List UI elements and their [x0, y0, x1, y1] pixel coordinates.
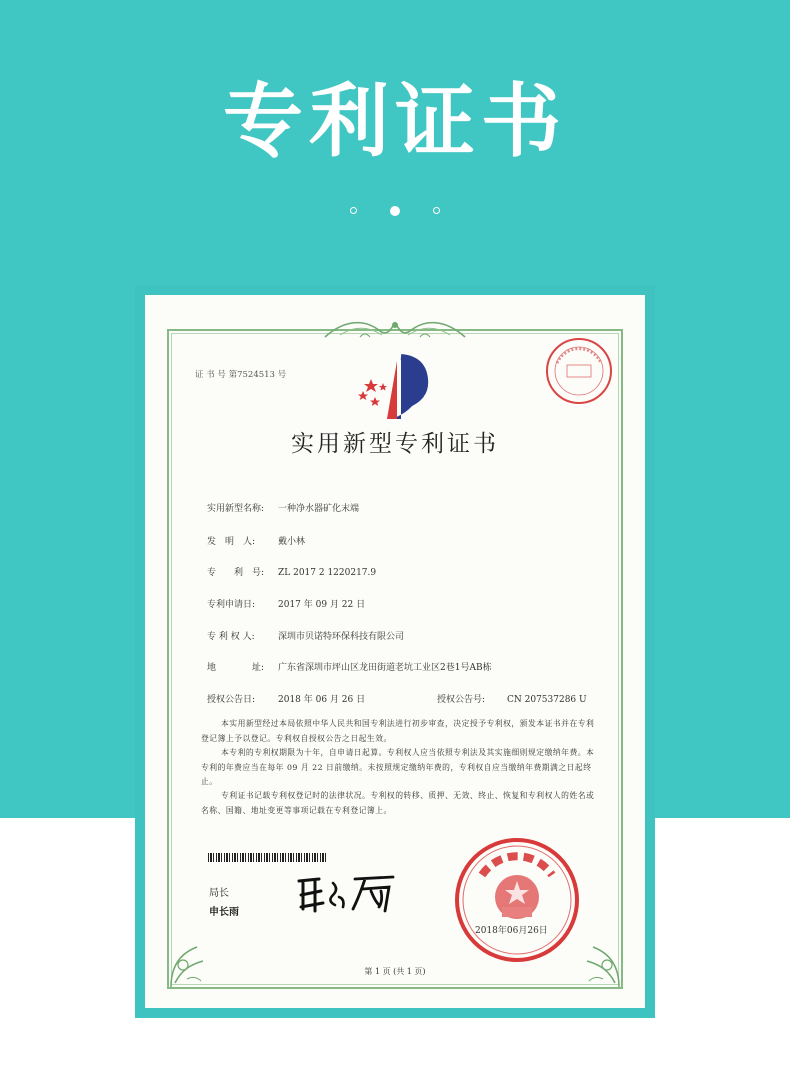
bottom-left-ornament-icon — [167, 935, 217, 990]
carousel-dot-3[interactable] — [433, 207, 440, 214]
field-label-application-date: 专利申请日: — [207, 600, 256, 610]
field-label-name: 实用新型名称: — [207, 504, 265, 514]
paragraph-term: 本专利的专利权期限为十年，自申请日起算。专利权人应当依照专利法及其实施细则规定缴纳年费。本专利的年费应当在每年 09 月 22 日前缴纳。未按照规定缴纳年费的，专利权自应当缴纳年费期满之日起终止。 — [201, 748, 595, 786]
field-label-announcement-number: 授权公告号: — [437, 695, 486, 705]
signature-title: 局长 — [209, 888, 229, 899]
agency-stamp-icon — [543, 335, 615, 407]
seal-date: 2018年06月26日 — [475, 926, 548, 936]
field-label-address: 地 址: — [207, 663, 265, 673]
paragraph-register: 专利证书记载专利权登记时的法律状况。专利权的转移、质押、无效、终止、恢复和专利权人的姓名或名称、国籍、地址变更等事项记载在专利登记簿上。 — [201, 791, 595, 815]
patent-office-emblem-icon — [351, 353, 441, 425]
field-value-application-date: 2017 年 09 月 22 日 — [278, 600, 366, 610]
paragraph-grant: 本实用新型经过本局依照中华人民共和国专利法进行初步审查，决定授予专利权，颁发本证书并在专利登记簿上予以登记。专利权自授权公告之日起生效。 — [201, 719, 595, 743]
handwritten-signature-icon — [293, 869, 403, 919]
field-label-inventor: 发 明 人: — [207, 537, 256, 547]
carousel-dots — [0, 200, 790, 219]
field-value-address: 广东省深圳市坪山区龙田街道老坑工业区2巷1号AB栋 — [278, 663, 492, 673]
top-ornament-icon — [320, 317, 470, 343]
field-value-patent-number: ZL 2017 2 1220217.9 — [278, 568, 377, 578]
certificate-number: 证 书 号 第7524513 号 — [195, 370, 287, 380]
field-value-grant-date: 2018 年 06 月 26 日 — [278, 695, 366, 705]
field-label-patentee: 专 利 权 人: — [207, 632, 255, 642]
field-value-name: 一种净水器矿化末端 — [278, 504, 360, 514]
certificate-paper — [145, 295, 645, 1008]
page-indicator: 第 1 页 (共 1 页) — [364, 967, 426, 976]
field-value-inventor: 戴小林 — [278, 537, 306, 547]
barcode — [208, 853, 328, 862]
field-value-announcement-number: CN 207537286 U — [507, 695, 587, 705]
certificate-title: 实用新型专利证书 — [291, 431, 499, 457]
certificate-frame — [135, 285, 655, 1018]
field-value-patentee: 深圳市贝诺特环保科技有限公司 — [278, 632, 405, 642]
official-seal-icon — [452, 835, 582, 965]
field-label-grant-date: 授权公告日: — [207, 695, 256, 705]
carousel-dot-2-active[interactable] — [390, 206, 400, 216]
page-title: 专利证书 — [223, 75, 567, 168]
signature-name: 申长雨 — [209, 907, 239, 918]
field-label-patent-number: 专 利 号: — [207, 568, 265, 578]
carousel-dot-1[interactable] — [350, 207, 357, 214]
